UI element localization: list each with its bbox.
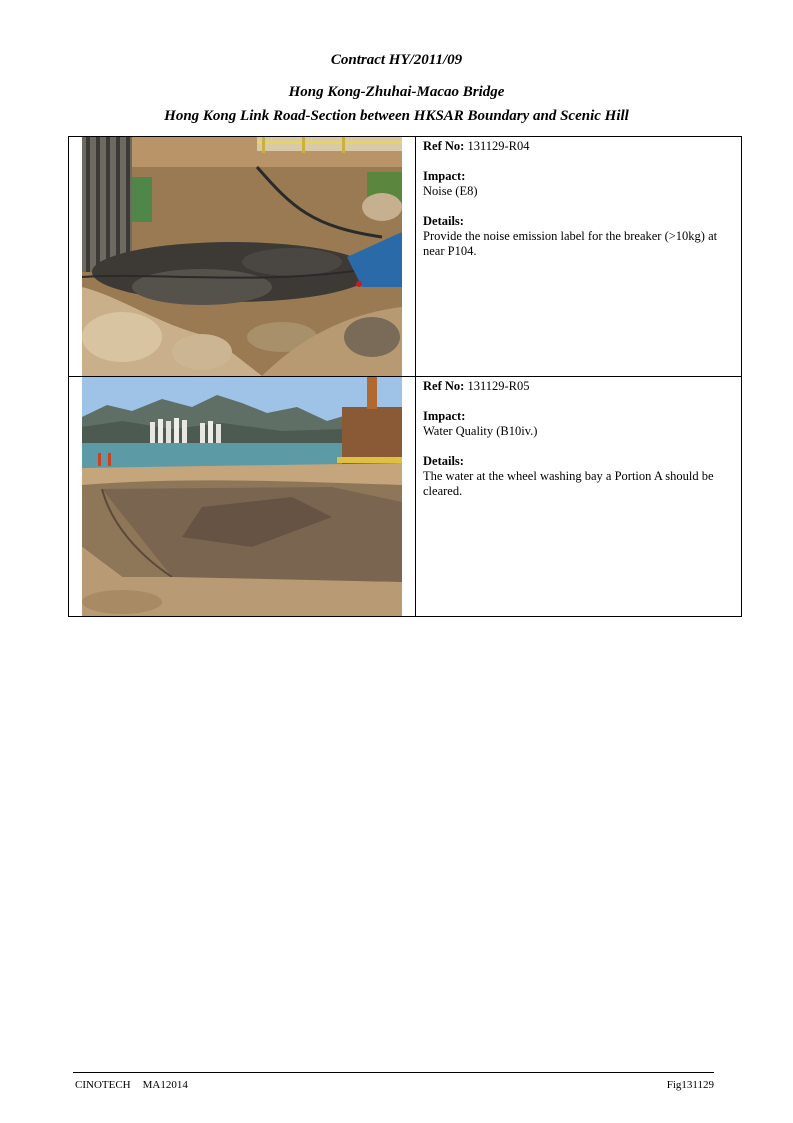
record-details-cell (416, 137, 742, 377)
document-code: MA12014 (142, 1079, 188, 1091)
ref-label: Ref No: (423, 379, 465, 393)
photo-cell (69, 137, 416, 377)
details-label: Details: (423, 214, 464, 228)
details-text: Provide the noise emission label for the breaker (>10kg) at near P104. (423, 229, 718, 258)
details-text: The water at the wheel washing bay a Portion A should be cleared. (423, 469, 714, 498)
ref-number: 131129-R05 (467, 379, 530, 393)
figure-number: Fig131129 (666, 1079, 714, 1091)
ref-line (423, 379, 735, 394)
observation-table (68, 136, 742, 617)
footer-divider (73, 1072, 714, 1073)
record-details-cell (416, 377, 742, 617)
impact-label: Impact: (423, 409, 466, 423)
impact-value: Noise (E8) (423, 184, 478, 198)
details-label: Details: (423, 454, 464, 468)
ref-label: Ref No: (423, 139, 465, 153)
table-row (69, 137, 742, 377)
project-title: Hong Kong-Zhuhai-Macao Bridge (288, 84, 505, 100)
impact-label: Impact: (423, 169, 466, 183)
section-title: Hong Kong Link Road-Section between HKSAR Boundary and Scenic Hill (164, 108, 629, 124)
impact-value: Water Quality (B10iv.) (423, 424, 538, 438)
ref-line (423, 139, 735, 154)
footer-left (75, 1079, 188, 1091)
contract-title: Contract HY/2011/09 (330, 52, 463, 68)
table-row (69, 377, 742, 617)
wheel-washing-bay-photo (82, 377, 402, 616)
ref-number: 131129-R04 (467, 139, 530, 153)
excavation-site-photo (82, 137, 402, 376)
company-name: CINOTECH (75, 1079, 131, 1091)
photo-cell (69, 377, 416, 617)
